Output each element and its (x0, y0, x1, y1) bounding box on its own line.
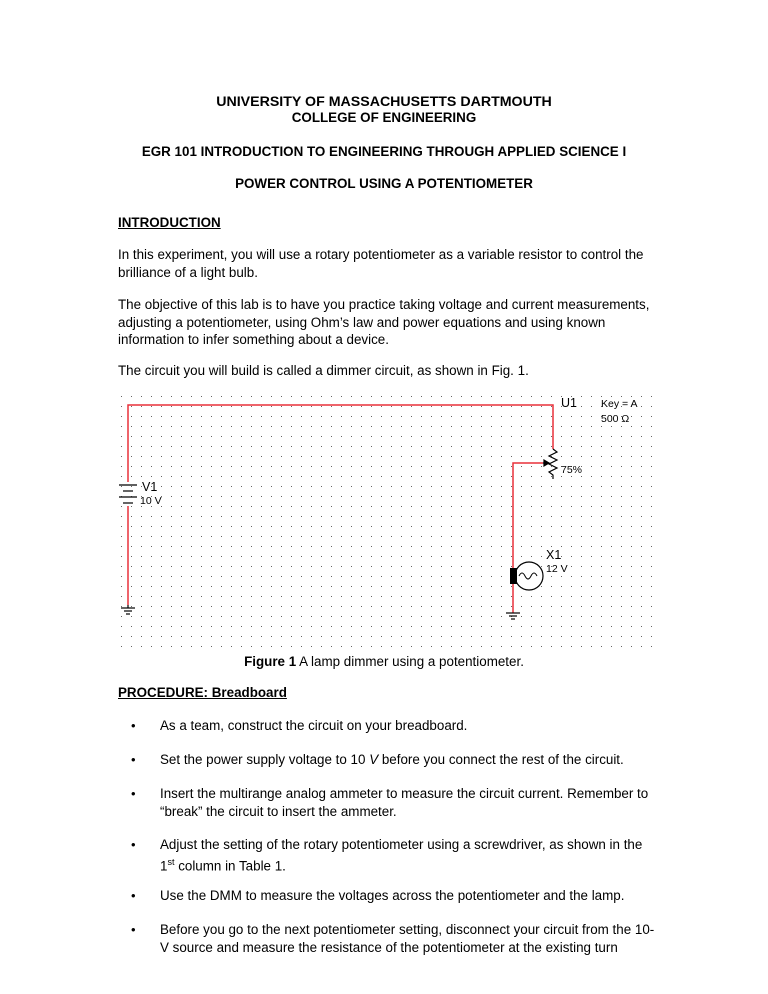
dimmer-circuit-schematic (118, 393, 654, 658)
intro-paragraph-2: The objective of this lab is to have you practice taking voltage and current measurements, adjusting a potentiometer, using Ohm’s law and power equations and using known information to infer something about a device. (118, 297, 650, 348)
step-2-text-end: before you connect the rest of the circuit. (378, 752, 624, 767)
x1-label: X1 (546, 548, 562, 562)
lamp-x1 (510, 562, 543, 590)
course-title: EGR 101 INTRODUCTION TO ENGINEERING THROUGH APPLIED SCIENCE I (141, 144, 627, 159)
schematic-grid-dots (121, 396, 652, 647)
potentiometer-u1 (543, 449, 557, 479)
figure-label: Figure 1 (244, 654, 297, 669)
v1-label: V1 (142, 480, 158, 494)
figure-caption-text: A lamp dimmer using a potentiometer. (296, 654, 524, 669)
procedure-step-5: Use the DMM to measure the voltages across the potentiometer and the lamp. (160, 888, 625, 903)
x1-value: 12 V (546, 563, 568, 575)
procedure-step-3: Insert the multirange analog ammeter to measure the circuit current. Remember to “break” the circuit to insert the ammeter. (160, 786, 649, 819)
v1-value: 10 V (140, 495, 162, 507)
procedure-heading: PROCEDURE: Breadboard (118, 685, 287, 700)
procedure-step-2 (160, 751, 660, 769)
lab-title: POWER CONTROL USING A POTENTIOMETER (235, 176, 533, 191)
wiper-wire (513, 463, 543, 568)
step-2-text: Set the power supply voltage to 10 (160, 752, 370, 767)
bullet-marker: • (131, 786, 136, 801)
procedure-step-4 (160, 836, 660, 875)
u1-setting: 75% (561, 464, 583, 476)
intro-paragraph-3: The circuit you will build is called a dimmer circuit, as shown in Fig. 1. (118, 363, 529, 378)
u1-key: Key = A (601, 398, 638, 410)
step-4-text-end: column in Table 1. (174, 858, 286, 874)
bullet-marker: • (131, 922, 136, 937)
procedure-step-6: Before you go to the next potentiometer setting, disconnect your circuit from the 10-V source and measure the resistance of the potentiometer at the existing turn (160, 922, 655, 955)
bullet-marker: • (131, 837, 136, 852)
bullet-marker: • (131, 718, 136, 733)
step-4-superscript: st (167, 856, 175, 867)
u1-label: U1 (561, 396, 577, 410)
university-name: UNIVERSITY OF MASSACHUSETTS DARTMOUTH (216, 94, 552, 110)
ground-symbol-left (121, 605, 135, 614)
bullet-marker: • (131, 752, 136, 767)
u1-value: 500 Ω (601, 413, 630, 425)
college-name: COLLEGE OF ENGINEERING (291, 110, 477, 125)
step-2-unit: V (369, 752, 379, 767)
bullet-marker: • (131, 888, 136, 903)
figure-caption (0, 654, 768, 669)
procedure-step-1: As a team, construct the circuit on your breadboard. (160, 718, 468, 733)
ground-symbol-right (506, 613, 520, 619)
voltage-source-v1 (119, 485, 137, 503)
step-4-text: Adjust the setting of the rotary potentiometer using a screwdriver, as shown in the 1 (160, 837, 643, 874)
intro-paragraph-1: In this experiment, you will use a rotary potentiometer as a variable resistor to control the brilliance of a light bulb. (118, 247, 644, 280)
introduction-heading: INTRODUCTION (118, 215, 221, 230)
